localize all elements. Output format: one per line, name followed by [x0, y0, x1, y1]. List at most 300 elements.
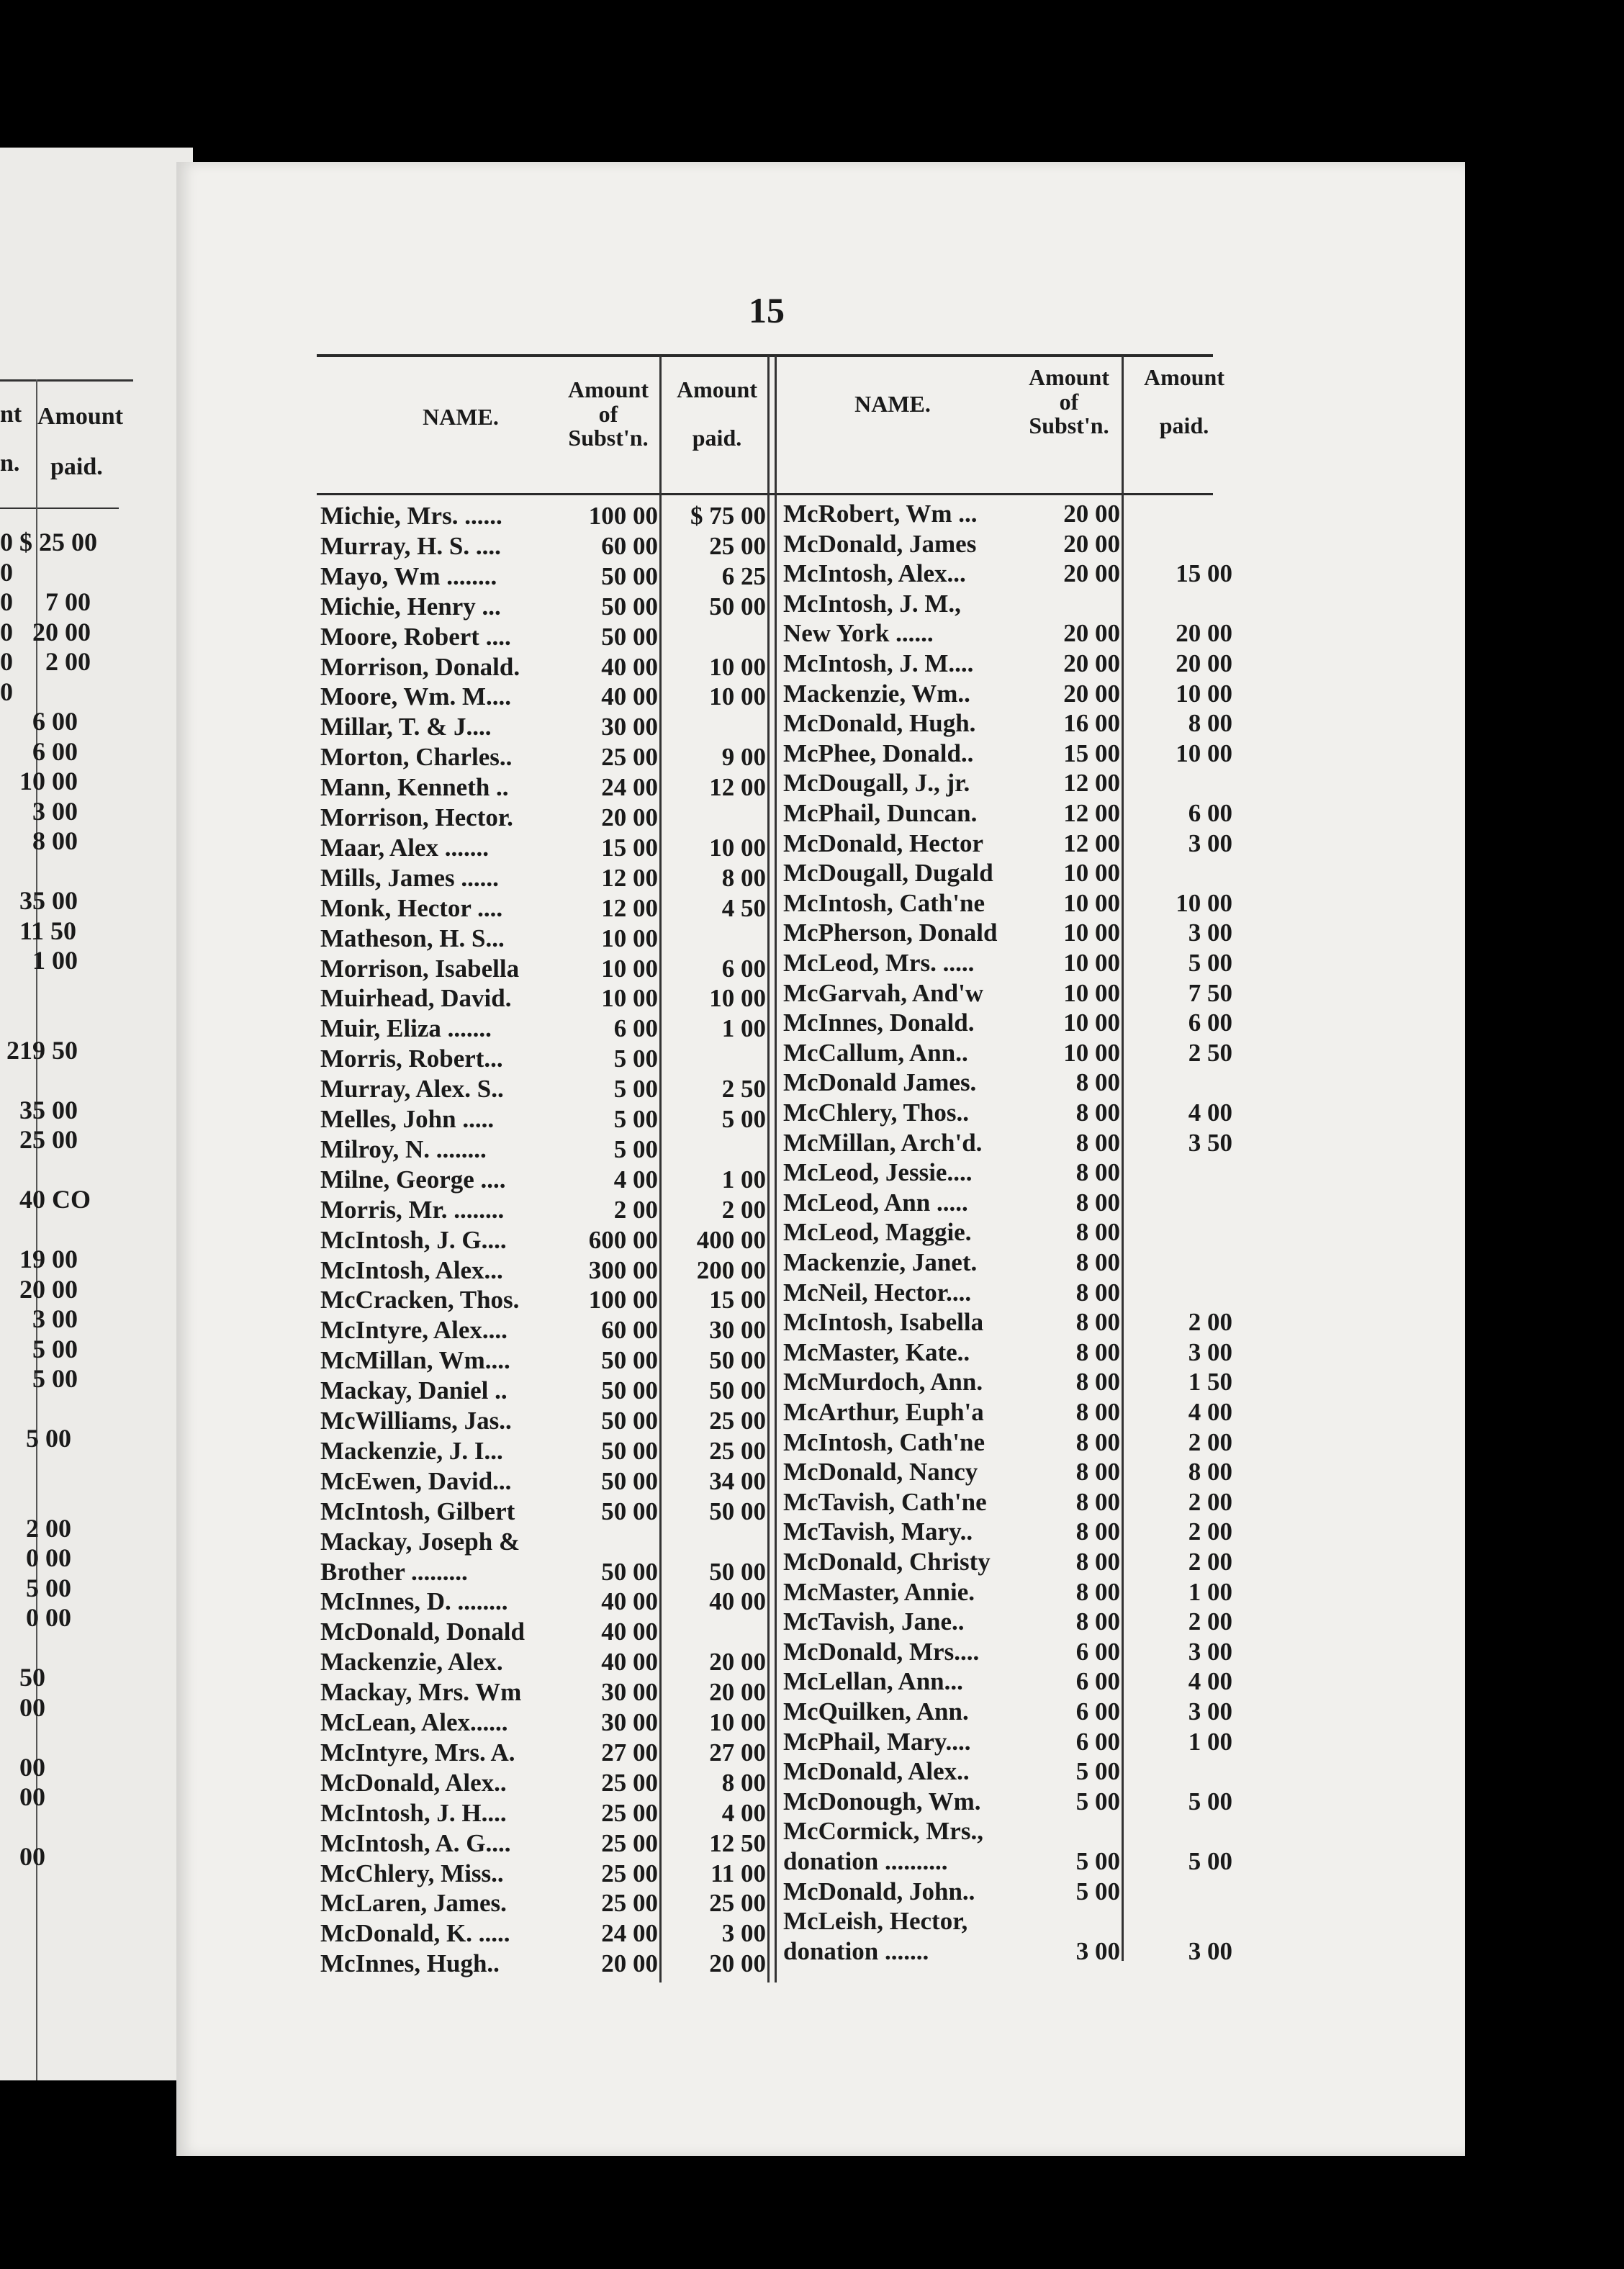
left-subst: 50 00 — [601, 1557, 658, 1586]
right-paid: 8 00 — [1188, 1458, 1232, 1487]
right-subst: 10 00 — [1063, 1009, 1120, 1037]
right-subst: 6 00 — [1075, 1697, 1120, 1726]
left-name: McIntosh, J. H.... — [320, 1798, 507, 1827]
right-subst: 10 00 — [1063, 888, 1120, 917]
left-name: McChlery, Miss.. — [320, 1859, 504, 1887]
right-subst: 8 00 — [1075, 1278, 1120, 1307]
left-name: Morrison, Isabella — [320, 954, 520, 983]
right-row — [783, 618, 1232, 649]
right-name: McQuilken, Ann. — [783, 1697, 969, 1726]
left-fragment-value: 6 00 — [0, 707, 78, 736]
left-subst: 5 00 — [613, 1105, 658, 1133]
left-name: McMillan, Wm.... — [320, 1346, 510, 1375]
right-row — [783, 1457, 1232, 1487]
left-name: Milroy, N. ........ — [320, 1134, 487, 1163]
right-row — [783, 1098, 1232, 1128]
right-subst: 8 00 — [1075, 1218, 1120, 1247]
left-row — [320, 1949, 766, 1979]
left-paid: 2 50 — [721, 1075, 766, 1104]
left-fragment-value: 19 00 — [0, 1245, 78, 1273]
left-fragment-value: 00 — [0, 1842, 45, 1871]
right-paid: 3 00 — [1188, 1338, 1232, 1366]
right-paid: 2 00 — [1188, 1517, 1232, 1546]
right-row — [783, 948, 1232, 978]
left-page-fragment — [0, 148, 193, 2080]
right-name: McLeod, Jessie.... — [783, 1158, 973, 1187]
right-paid: 10 00 — [1176, 679, 1232, 708]
left-paid: 10 00 — [709, 833, 766, 862]
left-paid: 1 00 — [721, 1014, 766, 1043]
right-row — [783, 1517, 1232, 1547]
left-row — [320, 954, 766, 984]
right-row — [783, 888, 1232, 919]
right-name: Mackenzie, Janet. — [783, 1248, 978, 1276]
left-paid: 9 00 — [721, 743, 766, 772]
rule-left-paid — [767, 356, 770, 1982]
right-subst: 8 00 — [1075, 1128, 1120, 1157]
left-fragment-value: 00 — [0, 1782, 45, 1811]
left-row — [320, 1617, 766, 1647]
left-paid: 25 00 — [709, 1889, 766, 1918]
left-subst: 50 00 — [601, 1497, 658, 1525]
right-subst: 6 00 — [1075, 1637, 1120, 1666]
left-paid: 30 00 — [709, 1316, 766, 1345]
left-row — [320, 712, 766, 742]
left-paid: 8 00 — [721, 1768, 766, 1797]
left-row — [320, 983, 766, 1014]
right-subst: 10 00 — [1063, 859, 1120, 888]
left-fragment-value: 3 00 — [0, 796, 78, 826]
right-row — [783, 829, 1232, 859]
right-row — [783, 1547, 1232, 1577]
left-fragment-value: 3 00 — [0, 1304, 78, 1333]
left-row — [320, 1466, 766, 1497]
right-name: New York ...... — [783, 619, 934, 648]
right-row — [783, 649, 1232, 679]
left-fragment-value: 0 20 00 — [0, 617, 91, 646]
left-fragment-value: 00 — [0, 1752, 45, 1782]
left-row — [320, 833, 766, 863]
left-subst: 4 00 — [613, 1165, 658, 1194]
right-name: McLeish, Hector, — [783, 1907, 968, 1936]
right-row — [783, 1217, 1232, 1248]
left-row — [320, 622, 766, 652]
left-name: McCracken, Thos. — [320, 1286, 520, 1314]
left-subst: 40 00 — [601, 1618, 658, 1646]
right-name: McTavish, Jane.. — [783, 1607, 965, 1636]
right-subst: 20 00 — [1063, 649, 1120, 677]
right-paid: 2 00 — [1188, 1548, 1232, 1576]
right-name: McIntosh, Cath'ne — [783, 1427, 985, 1456]
right-subst: 8 00 — [1075, 1487, 1120, 1516]
left-paid: 20 00 — [709, 1949, 766, 1978]
left-paid: 20 00 — [709, 1678, 766, 1707]
left-name: Morris, Mr. ........ — [320, 1195, 505, 1224]
right-name: McDonald James. — [783, 1068, 977, 1097]
left-subst-header: Amount of Subst'n. — [567, 376, 649, 451]
left-subst: 50 00 — [601, 1346, 658, 1375]
right-row — [783, 1906, 1232, 1936]
right-name: McLeod, Mrs. ..... — [783, 949, 975, 977]
right-name: donation .......... — [783, 1847, 948, 1875]
left-paid: 200 00 — [696, 1255, 766, 1284]
right-subst: 6 00 — [1075, 1727, 1120, 1756]
right-name: McIntosh, J. M.... — [783, 649, 974, 677]
left-name: McDonald, K. ..... — [320, 1919, 510, 1948]
left-name: Brother ......... — [320, 1557, 468, 1586]
left-name: Murray, H. S. .... — [320, 531, 501, 560]
right-subst: 12 00 — [1063, 769, 1120, 798]
right-paid: 4 00 — [1188, 1398, 1232, 1426]
right-name: McMaster, Annie. — [783, 1577, 975, 1606]
right-paid: 3 00 — [1188, 1936, 1232, 1965]
left-subst: 30 00 — [601, 1708, 658, 1736]
left-subst: 30 00 — [601, 1678, 658, 1707]
left-subst: 50 00 — [601, 1376, 658, 1405]
left-name: McEwen, David... — [320, 1466, 512, 1495]
right-subst: 16 00 — [1063, 709, 1120, 738]
left-name: Mills, James ...... — [320, 863, 499, 892]
right-subst: 8 00 — [1075, 1458, 1120, 1487]
right-subst: 8 00 — [1075, 1368, 1120, 1397]
left-row — [320, 1014, 766, 1044]
left-subst: 25 00 — [601, 1768, 658, 1797]
left-row — [320, 1768, 766, 1798]
left-paid: 12 50 — [709, 1828, 766, 1857]
right-row — [783, 1877, 1232, 1907]
left-subst: 100 00 — [588, 1286, 658, 1314]
left-subst: 24 00 — [601, 1919, 658, 1948]
left-subst: 600 00 — [588, 1225, 658, 1254]
left-subst: 12 00 — [601, 863, 658, 892]
left-paid: 1 00 — [721, 1165, 766, 1194]
right-subst: 5 00 — [1075, 1787, 1120, 1815]
left-subst: 10 00 — [601, 954, 658, 983]
left-fragment-value: 0 $ 25 00 — [0, 528, 97, 556]
right-row — [783, 589, 1232, 619]
right-row — [783, 1338, 1232, 1368]
left-name: Muir, Eliza ....... — [320, 1014, 492, 1043]
right-name: McTavish, Mary.. — [783, 1517, 973, 1546]
left-subst: 40 00 — [601, 1587, 658, 1616]
left-name: McIntyre, Alex.... — [320, 1316, 508, 1345]
left-subst: 12 00 — [601, 893, 658, 922]
left-name: Mackenzie, Alex. — [320, 1648, 503, 1677]
left-subst: 50 00 — [601, 622, 658, 651]
right-name: McIntosh, J. M., — [783, 589, 961, 618]
left-name: Moore, Robert .... — [320, 622, 511, 651]
right-name: McDonald, Christy — [783, 1548, 991, 1576]
right-paid: 1 00 — [1188, 1727, 1232, 1756]
right-name: McDonald, Hector — [783, 829, 983, 857]
left-name: Maar, Alex ....... — [320, 833, 489, 862]
right-paid: 20 00 — [1176, 649, 1232, 677]
right-paid: 5 00 — [1188, 949, 1232, 977]
left-subst: 50 00 — [601, 1407, 658, 1435]
right-paid: 6 00 — [1188, 1009, 1232, 1037]
right-paid: 10 00 — [1176, 739, 1232, 767]
left-row — [320, 1527, 766, 1557]
left-subst: 27 00 — [601, 1738, 658, 1767]
right-name: McChlery, Thos.. — [783, 1099, 969, 1127]
left-paid: 27 00 — [709, 1738, 766, 1767]
left-name: Morrison, Donald. — [320, 652, 520, 681]
right-row — [783, 559, 1232, 589]
left-row — [320, 1285, 766, 1315]
right-name: McNeil, Hector.... — [783, 1278, 972, 1307]
right-row — [783, 1038, 1232, 1068]
left-name: Monk, Hector .... — [320, 893, 503, 922]
right-subst: 20 00 — [1063, 529, 1120, 558]
right-subst: 12 00 — [1063, 829, 1120, 857]
left-fragment-value: 0 — [0, 557, 13, 587]
left-subst: 40 00 — [601, 682, 658, 711]
right-name: McGarvah, And'w — [783, 978, 984, 1007]
right-row — [783, 1816, 1232, 1846]
right-row — [783, 1697, 1232, 1727]
left-paid: 20 00 — [709, 1648, 766, 1677]
left-subst: 15 00 — [601, 833, 658, 862]
right-paid: 2 50 — [1188, 1038, 1232, 1067]
right-subst: 8 00 — [1075, 1338, 1120, 1366]
left-paid: 400 00 — [696, 1225, 766, 1254]
left-paid: 12 00 — [709, 773, 766, 802]
right-subst: 10 00 — [1063, 919, 1120, 947]
right-subst: 12 00 — [1063, 799, 1120, 827]
left-fragment-value: 25 00 — [0, 1125, 78, 1154]
right-subst: 20 00 — [1063, 679, 1120, 708]
left-rule-bottom — [0, 508, 119, 509]
right-row — [783, 918, 1232, 948]
left-subst: 25 00 — [601, 1798, 658, 1827]
right-name: McInnes, Donald. — [783, 1009, 975, 1037]
page-number: 15 — [749, 290, 785, 330]
left-name: Mann, Kenneth .. — [320, 773, 509, 802]
left-fragment-value: 2 00 — [0, 1513, 71, 1543]
left-subst: 30 00 — [601, 713, 658, 741]
left-row — [320, 1798, 766, 1828]
right-row — [783, 1666, 1232, 1697]
right-paid-header: Amount paid. — [1143, 364, 1224, 439]
right-name: McCormick, Mrs., — [783, 1817, 983, 1846]
left-name: Morrison, Hector. — [320, 803, 513, 831]
left-row — [320, 1436, 766, 1466]
left-name: Mackay, Mrs. Wm — [320, 1678, 522, 1707]
left-subst: 2 00 — [613, 1195, 658, 1224]
right-subst: 3 00 — [1075, 1936, 1120, 1965]
right-paid: 7 50 — [1188, 978, 1232, 1007]
right-name: McLeod, Ann ..... — [783, 1188, 968, 1217]
left-row — [320, 652, 766, 682]
right-name: McDonald, Alex.. — [783, 1757, 970, 1786]
left-fragment-value: 11 50 — [0, 916, 77, 945]
left-subst: 20 00 — [601, 803, 658, 831]
left-row — [320, 772, 766, 803]
left-paid: 11 00 — [710, 1859, 766, 1887]
left-fragment-value: 5 00 — [0, 1334, 78, 1363]
right-row — [783, 1637, 1232, 1667]
left-subst: 24 00 — [601, 773, 658, 802]
left-fragment-value: 5 00 — [0, 1424, 71, 1453]
left-paid: 3 00 — [721, 1919, 766, 1948]
right-row — [783, 1727, 1232, 1757]
right-row — [783, 1607, 1232, 1637]
left-row — [320, 501, 766, 531]
left-row — [320, 1376, 766, 1406]
right-name: McPherson, Donald — [783, 919, 998, 947]
left-name: Michie, Mrs. ...... — [320, 502, 502, 530]
left-name: Mayo, Wm ........ — [320, 561, 497, 590]
right-row — [783, 1307, 1232, 1338]
left-name: Morton, Charles.. — [320, 743, 513, 772]
left-paid: 6 25 — [721, 561, 766, 590]
right-paid: 15 00 — [1176, 559, 1232, 588]
left-subst: 25 00 — [601, 1828, 658, 1857]
left-row — [320, 1828, 766, 1859]
right-name: McDonald, John.. — [783, 1877, 975, 1905]
left-subst: 100 00 — [588, 502, 658, 530]
header-rule-bottom — [317, 493, 1213, 495]
left-name: Mackay, Joseph & — [320, 1527, 520, 1556]
left-name: McIntosh, Gilbert — [320, 1497, 515, 1525]
right-row — [783, 1427, 1232, 1458]
left-subst: 40 00 — [601, 1648, 658, 1677]
left-subst: 25 00 — [601, 1889, 658, 1918]
rule-center-double — [775, 356, 777, 1982]
right-name: McCallum, Ann.. — [783, 1038, 968, 1067]
right-subst: 10 00 — [1063, 978, 1120, 1007]
left-fragment-value: 5 00 — [0, 1573, 71, 1602]
left-paid: 15 00 — [709, 1286, 766, 1314]
right-row — [783, 1367, 1232, 1397]
right-row — [783, 1248, 1232, 1278]
right-paid: 2 00 — [1188, 1427, 1232, 1456]
left-row — [320, 1888, 766, 1918]
left-name: McDonald, Donald — [320, 1618, 525, 1646]
left-row — [320, 1315, 766, 1345]
left-name: McLean, Alex...... — [320, 1708, 508, 1736]
right-name: McPhail, Mary.... — [783, 1727, 971, 1756]
left-name: McIntosh, A. G.... — [320, 1828, 511, 1857]
left-subst: 5 00 — [613, 1075, 658, 1104]
left-header-paid: paid. — [50, 454, 103, 480]
right-subst: 20 00 — [1063, 500, 1120, 528]
right-row — [783, 1487, 1232, 1517]
right-subst-header: Amount of Subst'n. — [1028, 364, 1109, 439]
right-name: McDougall, J., jr. — [783, 769, 970, 798]
left-name: Mackenzie, J. I... — [320, 1436, 503, 1465]
right-row — [783, 1278, 1232, 1308]
right-row — [783, 1008, 1232, 1038]
right-subst: 10 00 — [1063, 1038, 1120, 1067]
left-fragment-value: 8 00 — [0, 826, 78, 855]
right-row — [783, 1577, 1232, 1607]
left-fragment-value: 20 00 — [0, 1274, 78, 1304]
left-name: Murray, Alex. S.. — [320, 1075, 504, 1104]
right-row — [783, 739, 1232, 769]
left-row — [320, 561, 766, 592]
right-subst: 5 00 — [1075, 1877, 1120, 1905]
right-subst: 10 00 — [1063, 949, 1120, 977]
right-paid: 10 00 — [1176, 888, 1232, 917]
left-row — [320, 1587, 766, 1617]
left-fragment-value: 0 00 — [0, 1603, 71, 1632]
left-fragment-value: 00 — [0, 1692, 45, 1722]
left-name: Millar, T. & J.... — [320, 713, 492, 741]
left-paid: 8 00 — [721, 863, 766, 892]
left-subst: 5 00 — [613, 1134, 658, 1163]
left-row — [320, 1165, 766, 1195]
right-name: McMurdoch, Ann. — [783, 1368, 983, 1397]
right-subst: 8 00 — [1075, 1099, 1120, 1127]
left-paid: 50 00 — [709, 1376, 766, 1405]
left-row — [320, 1195, 766, 1225]
right-paid: 3 00 — [1188, 1697, 1232, 1726]
left-subst: 40 00 — [601, 652, 658, 681]
left-paid-header: Amount paid. — [676, 376, 757, 451]
right-row — [783, 679, 1232, 709]
left-paid: 2 00 — [721, 1195, 766, 1224]
right-paid: 4 00 — [1188, 1667, 1232, 1696]
right-name-header: NAME. — [854, 391, 931, 417]
right-name: McPhee, Donald.. — [783, 739, 974, 767]
right-paid: 20 00 — [1176, 619, 1232, 648]
left-row — [320, 1406, 766, 1436]
left-row — [320, 803, 766, 833]
left-name: McWilliams, Jas.. — [320, 1407, 512, 1435]
left-paid: 50 00 — [709, 1557, 766, 1586]
right-name: McDonald, Mrs.... — [783, 1637, 980, 1666]
right-subst: 20 00 — [1063, 559, 1120, 588]
right-name: McArthur, Euph'a — [783, 1398, 984, 1426]
left-paid: 50 00 — [709, 1497, 766, 1525]
left-subst: 20 00 — [601, 1949, 658, 1978]
left-name: Moore, Wm. M.... — [320, 682, 512, 711]
right-subst: 8 00 — [1075, 1188, 1120, 1217]
right-subst: 8 00 — [1075, 1548, 1120, 1576]
left-fragment-value: 1 00 — [0, 946, 78, 975]
right-name: McDonald, James — [783, 529, 977, 558]
left-subst: 50 00 — [601, 592, 658, 621]
right-row — [783, 858, 1232, 888]
right-name: McMillan, Arch'd. — [783, 1128, 983, 1157]
left-header-fragment-2: n. — [0, 450, 20, 477]
left-fragment-value: 35 00 — [0, 1095, 78, 1124]
left-subst: 60 00 — [601, 531, 658, 560]
right-subst: 8 00 — [1075, 1427, 1120, 1456]
left-name: McLaren, James. — [320, 1889, 507, 1918]
left-row — [320, 1497, 766, 1527]
right-row — [783, 798, 1232, 829]
right-row — [783, 1188, 1232, 1218]
right-subst: 5 00 — [1075, 1757, 1120, 1786]
left-name: Morris, Robert... — [320, 1045, 503, 1073]
right-paid: 5 00 — [1188, 1847, 1232, 1875]
right-name: McIntosh, Alex... — [783, 559, 966, 588]
right-paid: 2 00 — [1188, 1487, 1232, 1516]
left-name: Michie, Henry ... — [320, 592, 501, 621]
left-subst: 50 00 — [601, 1436, 658, 1465]
left-fragment-value: 0 00 — [0, 1543, 71, 1572]
left-paid: 10 00 — [709, 1708, 766, 1736]
right-subst: 8 00 — [1075, 1308, 1120, 1337]
left-paid: 4 00 — [721, 1798, 766, 1827]
right-row — [783, 1128, 1232, 1158]
left-row — [320, 1074, 766, 1104]
left-rule-top — [0, 379, 133, 382]
right-subst: 8 00 — [1075, 1398, 1120, 1426]
left-name: McIntyre, Mrs. A. — [320, 1738, 515, 1767]
